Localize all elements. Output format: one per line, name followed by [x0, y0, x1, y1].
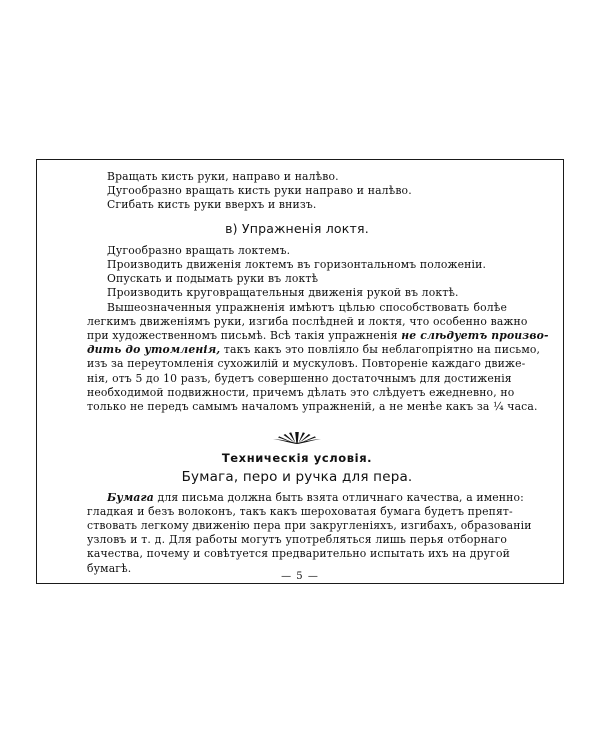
section-heading-elbow: в) Упражненія локтя. — [225, 220, 369, 236]
elbow-exercise-line: Опускать и подымать руки въ локтѣ — [107, 272, 319, 286]
paragraph-line: качества, почему и совѣтуется предварительно испытать ихъ на другой — [87, 547, 510, 561]
paragraph-line: легкимъ движеніямъ руки, изгиба послѣдней и локтя, что особенно важно — [87, 314, 528, 328]
emphasis-text: дить до утомленія, — [87, 343, 221, 357]
paragraph-line: нія, отъ 5 до 10 разъ, будетъ совершенно достаточнымъ для достиженія — [87, 371, 512, 385]
emphasis-text: не слѣдуетъ произво- — [401, 329, 549, 343]
paragraph-line: узловъ и т. д. Для работы могутъ употребляться лишь перья отборнаго — [87, 533, 507, 547]
paragraph-line — [87, 343, 541, 357]
subheading-paper-pen: Бумага, перо и ручка для пера. — [181, 469, 413, 486]
heading-technical-conditions: Техническія условія. — [221, 451, 373, 466]
text-fragment: для письма должна быть взята отличнаго качества, а именно: — [157, 490, 524, 504]
wrist-exercise-line: Вращать кисть руки, направо и налѣво. — [107, 170, 339, 183]
elbow-exercise-line: Производить круговращательныя движенія рукой въ локтѣ. — [107, 286, 459, 300]
page-content — [87, 170, 549, 576]
paragraph-line: гладкая и безъ волоконъ, такъ какъ шероховатая бумага будетъ препят- — [87, 504, 513, 518]
paragraph-line: Вышеозначенныя упражненія имѣютъ цѣлью способствовать болѣе — [107, 300, 507, 314]
text-fragment: такъ какъ это повліяло бы неблагопріятно на письмо, — [223, 343, 541, 357]
text-fragment: при художественномъ письмѣ. Всѣ такія упражненія — [87, 329, 398, 343]
page-number: — 5 — — [281, 571, 319, 582]
paragraph-line: необходимой подвижности, причемъ дѣлать это слѣдуетъ ежедневно, но — [87, 385, 515, 399]
wrist-exercise-line: Сгибать кисть руки вверхъ и внизъ. — [107, 198, 317, 212]
emphasis-text: Бумага — [107, 490, 154, 504]
elbow-exercise-line: Производить движенія локтемъ въ горизонтальномъ положеніи. — [107, 258, 487, 272]
wrist-exercise-line: Дугообразно вращать кисть руки направо и налѣво. — [107, 184, 412, 198]
ornament-divider-icon — [265, 429, 329, 445]
paragraph-line — [87, 490, 524, 505]
paragraph-line: только не передъ самымъ началомъ упражненій, а не менѣе какъ за ¼ часа. — [87, 400, 538, 414]
paragraph-line: ствовать легкому движенію пера при закругленіяхъ, изгибахъ, образованіи — [87, 519, 532, 533]
elbow-exercise-line: Дугообразно вращать локтемъ. — [107, 243, 291, 257]
paragraph-line — [87, 329, 549, 343]
paragraph-line: изъ за переутомленія сухожилій и мускуловъ. Повтореніе каждаго движе- — [87, 357, 526, 371]
paragraph-line: бумагѣ. — [87, 561, 132, 575]
